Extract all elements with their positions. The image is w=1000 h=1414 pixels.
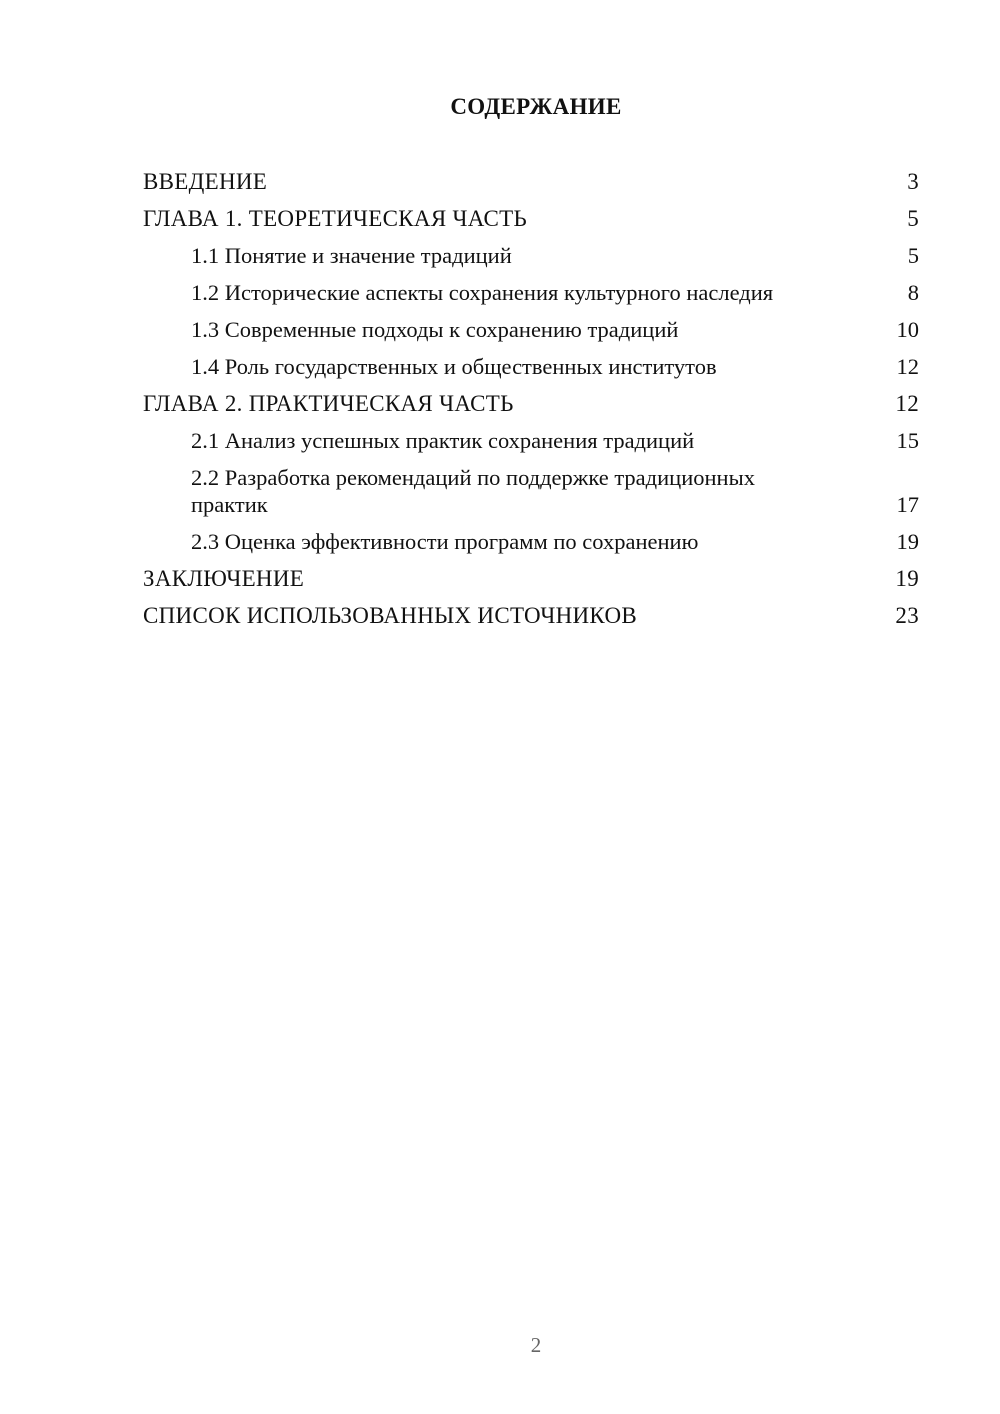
toc-entry-references[interactable] bbox=[143, 602, 919, 629]
toc-entry-page: 10 bbox=[896, 317, 919, 342]
toc-entry-section-2-1[interactable] bbox=[143, 427, 919, 454]
toc-entry-page: 19 bbox=[895, 566, 919, 591]
toc-entry-label: ЗАКЛЮЧЕНИЕ bbox=[143, 566, 305, 591]
toc-entry-page: 15 bbox=[896, 428, 919, 453]
toc-entry-section-2-3[interactable] bbox=[143, 528, 919, 555]
toc-entry-section-1-1[interactable] bbox=[143, 242, 919, 269]
toc-entry-page: 19 bbox=[896, 529, 919, 554]
toc-entry-chapter-1[interactable] bbox=[143, 205, 919, 232]
toc-heading: СОДЕРЖАНИЕ bbox=[450, 94, 622, 119]
toc-entry-label: 2.3 Оценка эффективности программ по сохранению bbox=[191, 529, 699, 554]
toc-entry-conclusion[interactable] bbox=[143, 565, 919, 592]
toc-entry-label: 1.4 Роль государственных и общественных институтов bbox=[191, 354, 717, 379]
toc-entry-page: 8 bbox=[907, 280, 919, 305]
toc-entry-label: СПИСОК ИСПОЛЬЗОВАННЫХ ИСТОЧНИКОВ bbox=[143, 603, 638, 628]
table-of-contents bbox=[143, 168, 919, 639]
toc-entry-section-1-3[interactable] bbox=[143, 316, 919, 343]
toc-entry-label: 2.2 Разработка рекомендаций по поддержке традиционных практик bbox=[191, 465, 755, 517]
toc-entry-page: 5 bbox=[907, 243, 919, 268]
toc-entry-label: 1.2 Исторические аспекты сохранения культурного наследия bbox=[191, 280, 774, 305]
toc-entry-chapter-2[interactable] bbox=[143, 390, 919, 417]
toc-entry-page: 12 bbox=[896, 354, 919, 379]
toc-entry-page: 17 bbox=[896, 492, 919, 517]
toc-entry-label: ВВЕДЕНИЕ bbox=[143, 169, 268, 194]
toc-entry-label: 1.3 Современные подходы к сохранению традиций bbox=[191, 317, 679, 342]
toc-entry-section-1-4[interactable] bbox=[143, 353, 919, 380]
toc-entry-page: 3 bbox=[907, 169, 919, 194]
toc-entry-section-2-2[interactable] bbox=[143, 464, 919, 518]
toc-entry-label: 2.1 Анализ успешных практик сохранения традиций bbox=[191, 428, 695, 453]
toc-entry-page: 5 bbox=[907, 206, 919, 231]
toc-entry-label: ГЛАВА 1. ТЕОРЕТИЧЕСКАЯ ЧАСТЬ bbox=[143, 206, 528, 231]
toc-entry-introduction[interactable] bbox=[143, 168, 919, 195]
page-number: 2 bbox=[530, 1333, 542, 1357]
toc-entry-page: 12 bbox=[895, 391, 919, 416]
toc-entry-label: ГЛАВА 2. ПРАКТИЧЕСКАЯ ЧАСТЬ bbox=[143, 391, 514, 416]
toc-entry-section-1-2[interactable] bbox=[143, 279, 919, 306]
toc-entry-label: 1.1 Понятие и значение традиций bbox=[191, 243, 512, 268]
toc-entry-page: 23 bbox=[895, 603, 919, 628]
